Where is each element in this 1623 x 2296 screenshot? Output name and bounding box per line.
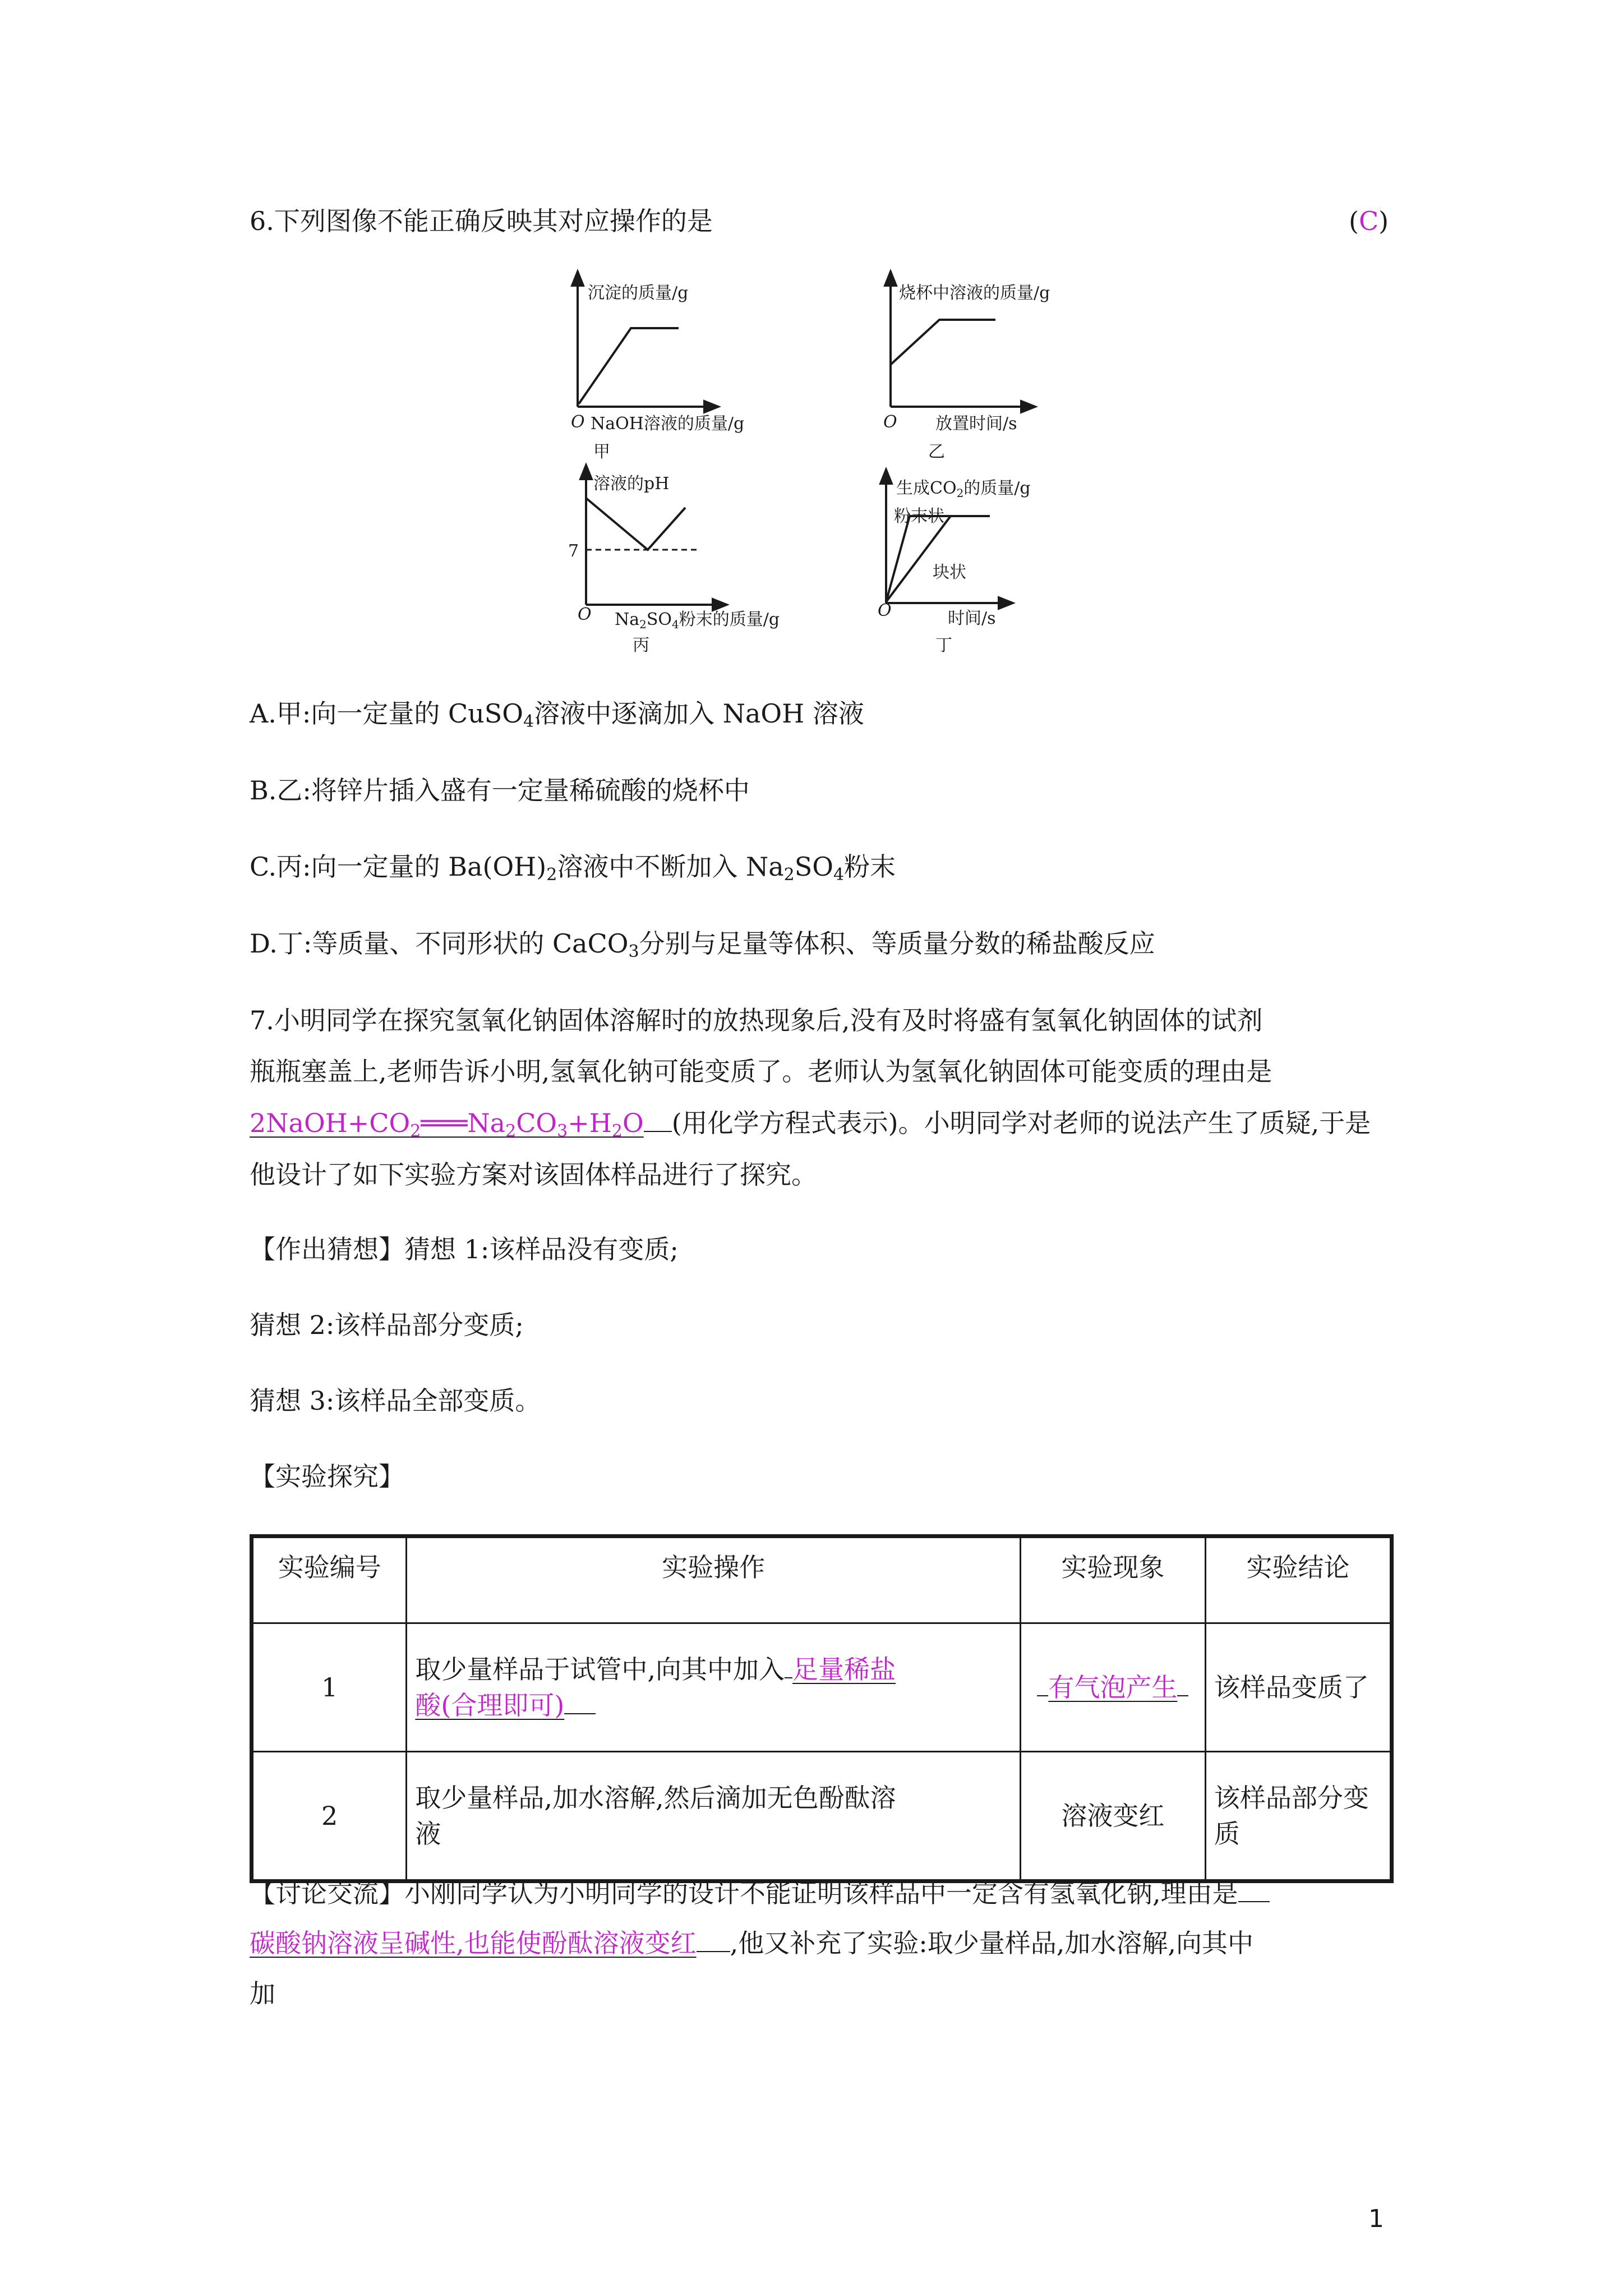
graph-ding-name: 丁 (935, 636, 952, 655)
table-cell-operation: 取少量样品于试管中,向其中加入 足量稀盐 酸(合理即可) (407, 1623, 1020, 1752)
graph-jia-xlabel: NaOH溶液的质量/g (591, 414, 745, 434)
q7-discuss-answer: 碳酸钠溶液呈碱性,也能使酚酞溶液变红 (250, 1928, 697, 1958)
q7-line3: $2NaOH+CO_2═══Na_2CO_3+H_2O$ (用化学方程式表示)。小明同学对老师的说法产生了质疑,于是 (250, 1108, 1371, 1141)
q7-guess2: 猜想 2:该样品部分变质; (250, 1310, 524, 1340)
q6-option-d: D.丁:等质量、不同形状的 CaCO$_3$分别与足量等体积、等质量分数的稀盐酸反应 (250, 928, 1155, 961)
graph-bing-tick-7: 7 (568, 541, 579, 561)
graph-jia-curve (579, 328, 679, 404)
table-header-row (252, 1536, 1392, 1623)
graph-bing-name: 丙 (633, 636, 649, 655)
q6-graphs (0, 0, 1623, 673)
graph-ding-origin: O (878, 601, 892, 620)
q7-line4: 他设计了如下实验方案对该固体样品进行了探究。 (250, 1159, 817, 1190)
graph-bing-ylabel: 溶液的pH (593, 474, 670, 494)
graph-bing-curve (586, 498, 685, 550)
q7-discuss-line3: 加 (250, 1978, 275, 2009)
graph-yi-ylabel: 烧杯中溶液的质量/g (899, 283, 1050, 303)
table-cell-operation: 取少量样品,加水溶解,然后滴加无色酚酞溶 液 (407, 1752, 1020, 1881)
table-cell-phenomenon (1020, 1623, 1205, 1752)
graph-bing-xlabel: $Na_2SO_4$粉末的质量/g (615, 610, 780, 631)
q7-equation-answer: $2NaOH+CO_2═══Na_2CO_3+H_2O$ (250, 1108, 644, 1141)
table-answer-reagent-1: 足量稀盐 (792, 1654, 896, 1685)
q6-option-a: A.甲:向一定量的 CuSO$_4$溶液中逐滴加入 NaOH 溶液 (250, 698, 864, 731)
graph-yi (883, 278, 1050, 462)
page-number: 1 (1368, 2205, 1384, 2233)
graph-jia-ylabel: 沉淀的质量/g (588, 283, 689, 303)
graph-yi-name: 乙 (928, 442, 945, 462)
q6-option-b: B.乙:将锌片插入盛有一定量稀硫酸的烧杯中 (250, 775, 750, 806)
graph-ding-label-powder: 粉末状 (894, 507, 944, 526)
graph-jia (571, 278, 744, 462)
graph-yi-origin: O (883, 412, 897, 432)
q7-discuss-line1: 【讨论交流】小刚同学认为小明同学的设计不能证明该样品中一定含有氢氧化钠,理由是 (250, 1875, 1270, 1911)
graph-bing (568, 471, 780, 655)
table-header-cell: 实验现象 (1020, 1536, 1205, 1623)
table-cell-no: 2 (252, 1752, 407, 1881)
q7-line1: 7.小明同学在探究氢氧化钠固体溶解时的放热现象后,没有及时将盛有氢氧化钠固体的试剂 (250, 1005, 1263, 1036)
q7-guess-title: 【作出猜想】猜想 1:该样品没有变质; (250, 1234, 679, 1264)
table-answer-phenomenon: 有气泡产生 (1048, 1672, 1178, 1703)
graph-ding-label-block: 块状 (933, 563, 966, 582)
table-cell-conclusion: 该样品变质了 (1205, 1623, 1391, 1752)
table-header-cell: 实验编号 (252, 1536, 407, 1623)
graph-ding-xlabel: 时间/s (948, 609, 996, 628)
graph-ding-curve-powder (886, 516, 990, 602)
table-row (252, 1752, 1392, 1881)
q7-line2: 瓶瓶塞盖上,老师告诉小明,氢氧化钠可能变质了。老师认为氢氧化钠固体可能变质的理由是 (250, 1056, 1272, 1087)
graph-ding (878, 476, 1031, 655)
q7-guess3: 猜想 3:该样品全部变质。 (250, 1386, 541, 1416)
q6-answer: C (1358, 206, 1379, 236)
q6-option-c: C.丙:向一定量的 $Ba(OH)_2$溶液中不断加入 $Na_2SO_4$粉末 (250, 852, 896, 885)
graph-ding-ylabel: 生成$CO_2$的质量/g (896, 478, 1031, 500)
table-header-cell: 实验操作 (407, 1536, 1020, 1623)
q6-answer-bracket: (C) (1349, 206, 1389, 236)
table-cell-phenomenon: 溶液变红 (1020, 1752, 1205, 1881)
graph-jia-name: 甲 (593, 442, 610, 462)
table-cell-no: 1 (252, 1623, 407, 1752)
table-cell-conclusion: 该样品部分变 质 (1205, 1752, 1391, 1881)
graph-yi-curve (891, 320, 995, 365)
graph-jia-origin: O (571, 412, 585, 432)
table-header-cell: 实验结论 (1205, 1536, 1391, 1623)
graph-yi-xlabel: 放置时间/s (935, 414, 1017, 434)
experiment-table (250, 1534, 1394, 1883)
q7-discuss-line2: 碳酸钠溶液呈碱性,也能使酚酞溶液变红 ,他又补充了实验:取少量样品,加水溶解,向其中 (250, 1928, 1253, 1958)
q6-stem: 6.下列图像不能正确反映其对应操作的是 (250, 206, 713, 236)
graph-ding-curve-block (886, 516, 951, 602)
q7-explore-title: 【实验探究】 (250, 1461, 404, 1492)
table-answer-reagent-2: 酸(合理即可) (415, 1690, 565, 1720)
table-row (252, 1623, 1392, 1752)
graph-bing-origin: O (578, 605, 592, 624)
